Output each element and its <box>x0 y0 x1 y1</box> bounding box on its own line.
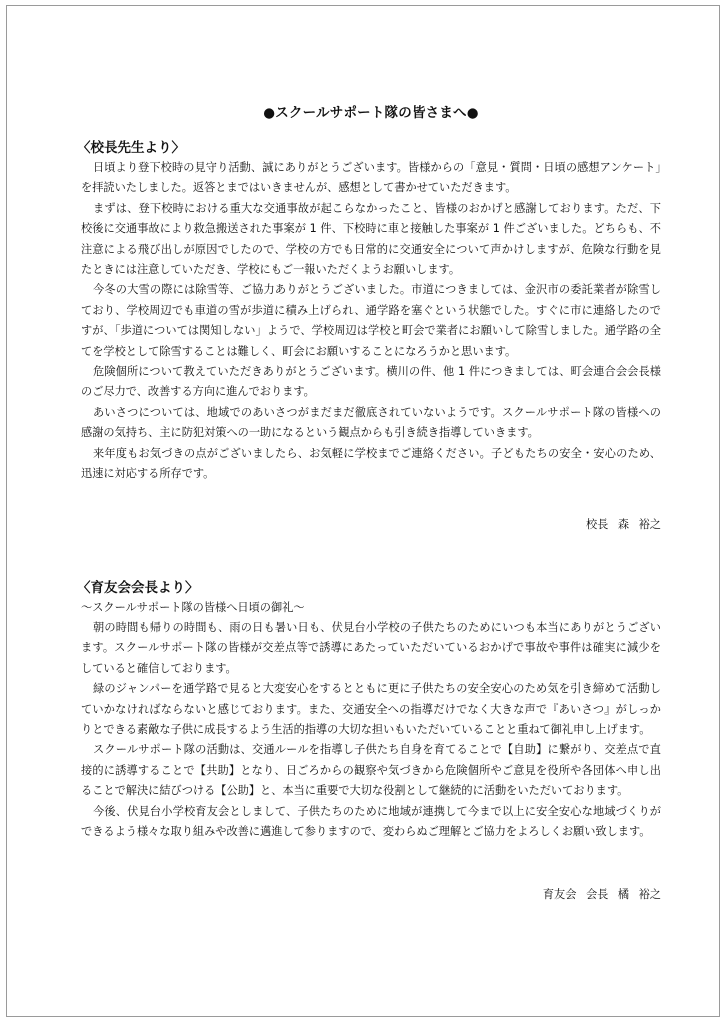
principal-paragraph-5: あいさつについては、地域でのあいさつがまだまだ徹底されていないようです。スクールサポート隊の皆様への感謝の気持ち、主に防犯対策への一助になるという観点からも引き続き指導していきます。 <box>81 405 661 440</box>
document-title: ●スクールサポート隊の皆さまへ● <box>263 105 479 121</box>
principal-signature: 校長 森 裕之 <box>585 518 661 531</box>
principal-heading: 〈校長先生より〉 <box>77 140 185 156</box>
pta-subtitle: ～スクールサポート隊の皆様へ日頃の御礼～ <box>81 601 305 614</box>
pta-signature: 育友会 会長 橘 裕之 <box>542 888 661 901</box>
pta-section <box>77 578 661 842</box>
principal-paragraph-4: 危険個所について教えていただきありがとうございます。横川の件、他 1 件につきましては、町会連合会会長様のご尽力で、改善する方向に進んでおります。 <box>81 365 661 399</box>
principal-section <box>77 138 661 485</box>
pta-paragraph-3: スクールサポート隊の活動は、交通ルールを指導し子供たち自身を育てることで【自助】に繋がり、交差点で直接的に誘導することで【共助】となり、日ごろからの観察や気づきから危険個所やご意見を役所や各団体へ申し出ることで解決に結びつける【公助】と、本当に重要で大切な役割として継続的に活動をいただいております。 <box>81 743 661 798</box>
pta-heading: 〈育友会会長より〉 <box>77 580 199 596</box>
pta-paragraph-4: 今後、伏見台小学校育友会としまして、子供たちのために地域が連携して今まで以上に安全安心な地域づくりができるよう様々な取り組みや改善に邁進して参りますので、変わらぬご理解とご協力をよろしくお願い致します。 <box>81 804 661 839</box>
pta-paragraph-2: 緑のジャンパーを通学路で見ると大変安心をするとともに更に子供たちの安全安心のため気を引き締めて活動していかなければならないと感じております。また、交通安全への指導だけでなく大きな声で『あいさつ』がしっかりとできる素敵な子供に成長するよう生活的指導の大切な担いもいただいていることと重ねて御礼申し上げます。 <box>81 682 661 737</box>
page <box>6 5 720 1017</box>
pta-paragraph-1: 朝の時間も帰りの時間も、雨の日も暑い日も、伏見台小学校の子供たちのためにいつも本当にありがとうございます。スクールサポート隊の皆様が交差点等で誘導にあたっていただいているおかげで事故や事件は確実に減少をしていると確信しております。 <box>81 621 661 675</box>
principal-paragraph-6: 来年度もお気づきの点がございましたら、お気軽に学校までご連絡ください。子どもたちの安全・安心のため、迅速に対応する所存です。 <box>81 446 661 481</box>
principal-paragraph-1: 日頃より登下校時の見守り活動、誠にありがとうございます。皆様からの「意見・質問・日頃の感想アンケート」を拝読いたしました。返答とまではいきませんが、感想として書かせていただきます。 <box>81 161 661 195</box>
principal-paragraph-2: まずは、登下校時における重大な交通事故が起こらなかったこと、皆様のおかげと感謝しております。ただ、下校後に交通事故により救急搬送された事案が 1 件、下校時に車と接触した事案が 1 件ございました。どちらも、不注意による飛び出しが原因でしたので、学校の方でも日常的に交通安全について声かけしますが、危険な行動を見たときには注意していただき、学校にもご一報いただくようお願いします。 <box>81 201 661 277</box>
principal-paragraph-3: 今冬の大雪の際には除雪等、ご協力ありがとうございました。市道につきましては、金沢市の委託業者が除雪しており、学校周辺でも車道の雪が歩道に積み上げられ、通学路を塞ぐという状態でした。すぐに市に連絡したのですが、「歩道については関知しない」ようで、学校周辺は学校と町会で業者にお願いして除雪しました。通学路の全てを学校として除雪することは難しく、町会にお願いすることになろうかと思います。 <box>81 283 661 358</box>
